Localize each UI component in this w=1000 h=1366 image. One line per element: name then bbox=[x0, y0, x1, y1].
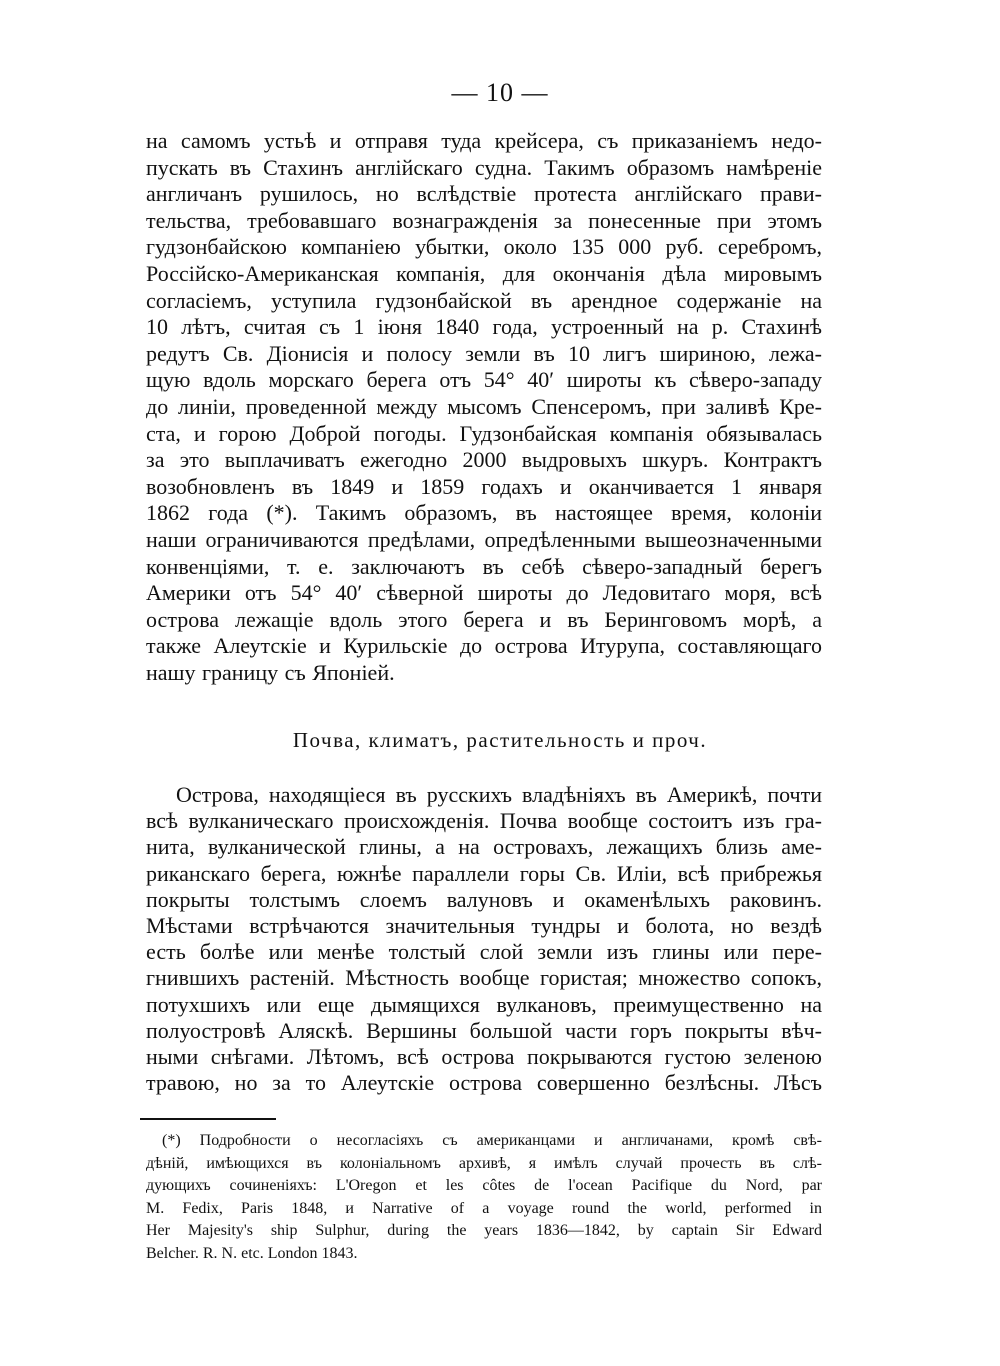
text-line: полуостровѣ Аляскѣ. Вершины большой части горъ покрыты вѣч- bbox=[146, 1017, 822, 1043]
footnote-line: Her Majesity's ship Sulphur, during the years 1836—1842, by captain Sir Edward bbox=[146, 1222, 822, 1240]
text-line: Россійско-Американская компанія, для окончанія дѣла мировымъ bbox=[146, 260, 822, 286]
text-line: тельства, требовавшаго вознагражденія за понесенные при этомъ bbox=[146, 207, 822, 233]
footnote-line: M. Fedix, Paris 1848, и Narrative of a voyage round the world, performed in bbox=[146, 1199, 822, 1217]
text-line: редутъ Св. Діонисія и полосу земли въ 10 лигъ шириною, лежа- bbox=[146, 340, 822, 366]
text-line: ста, и горою Доброй погоды. Гудзонбайская компанія обязывалась bbox=[146, 420, 822, 446]
text-line: согласіемъ, уступила гудзонбайской въ арендное содержаніе на bbox=[146, 287, 822, 313]
footnote-line: Belcher. R. N. etc. London 1843. bbox=[146, 1244, 358, 1262]
text-line: наши ограничиваются предѣлами, опредѣленными вышеозначенными bbox=[146, 526, 822, 552]
page-number: — 10 — bbox=[451, 78, 549, 107]
footnote-line: (*) Подробности о несогласіяхъ съ американцами и англичанами, кромѣ свѣ- bbox=[162, 1132, 822, 1149]
text-line: покрыты толстымъ слоемъ валуновъ и окаменѣлыхъ раковинъ. bbox=[146, 886, 822, 912]
footnote-line: дующихъ сочиненіяхъ: L'Oregon et les côtes de l'ocean Pacifique du Nord, par bbox=[146, 1177, 822, 1195]
text-line: за это выплачиватъ ежегодно 2000 выдровыхъ шкуръ. Контрактъ bbox=[146, 447, 822, 473]
text-line: щую вдоль морскаго берега отъ 54° 40′ широты къ сѣверо-западу bbox=[146, 367, 822, 393]
text-line: Америки отъ 54° 40′ сѣверной широты до Ледовитаго моря, всѣ bbox=[146, 580, 822, 606]
text-line: острова лежащіе вдоль этого берега и въ Беринговомъ морѣ, а bbox=[146, 606, 822, 632]
section-heading: Почва, климатъ, растительность и проч. bbox=[292, 728, 708, 752]
text-line: есть болѣе или менѣе толстый слой земли изъ глины или пере- bbox=[146, 939, 822, 965]
text-line: гудзонбайскою компаніею убытки, около 135 000 руб. серебромъ, bbox=[146, 234, 822, 260]
footnote-divider bbox=[140, 1118, 276, 1120]
text-line: конвенціями, т. е. заключаютъ въ себѣ сѣверо-западный берегъ bbox=[146, 553, 822, 579]
text-line: Острова, находящіеся въ русскихъ владѣніяхъ въ Америкѣ, почти bbox=[176, 782, 822, 807]
footnote bbox=[146, 1130, 822, 1266]
text-line: также Алеутскіе и Курильскіе до острова Итурупа, составляющаго bbox=[146, 633, 822, 659]
text-line: травою, но за то Алеутскіе острова совершенно безлѣсны. Лѣсъ bbox=[146, 1070, 822, 1096]
text-line: нита, вулканической глины, а на островахъ, лежащихъ близь аме- bbox=[146, 834, 822, 860]
text-line: до линіи, проведенной между мысомъ Спенсеромъ, при заливѣ Кре- bbox=[146, 393, 822, 419]
text-line: возобновленъ въ 1849 и 1859 годахъ и оканчивается 1 января bbox=[146, 473, 822, 499]
section-text bbox=[146, 782, 822, 1096]
text-line: 10 лѣтъ, считая съ 1 іюня 1840 года, устроенный на р. Стахинѣ bbox=[146, 314, 822, 340]
text-line: пускать въ Стахинъ англійскаго судна. Такимъ образомъ намѣреніе bbox=[146, 154, 822, 180]
text-line: на самомъ устьѣ и отправя туда крейсера, съ приказаніемъ недо- bbox=[146, 128, 822, 153]
text-line: англичанъ рушилось, но вслѣдствіе протеста англійскаго прави- bbox=[146, 181, 822, 207]
text-line: ными снѣгами. Лѣтомъ, всѣ острова покрываются густою зеленою bbox=[146, 1043, 822, 1069]
body-text bbox=[146, 128, 822, 686]
text-line: гнившихъ растеній. Мѣстность вообще гористая; множество сопокъ, bbox=[146, 965, 822, 991]
text-line: всѣ вулканическаго происхожденія. Почва вообще состоитъ изъ гра- bbox=[146, 808, 822, 834]
text-line: нашу границу съ Японіей. bbox=[146, 659, 395, 685]
text-line: риканскаго берега, южнѣе параллели горы Св. Иліи, всѣ прибрежья bbox=[146, 860, 822, 886]
text-line: потухшихъ или еще дымящихся вулкановъ, преимущественно на bbox=[146, 991, 822, 1017]
footnote-line: дѣній, имѣющихся въ колоніальномъ архивѣ, я имѣлъ случай прочесть въ слѣ- bbox=[146, 1154, 822, 1172]
text-line: Мѣстами встрѣчаются значительныя тундры и болота, но вездѣ bbox=[146, 912, 822, 938]
text-line: 1862 года (*). Такимъ образомъ, въ настоящее время, колоніи bbox=[146, 500, 822, 526]
